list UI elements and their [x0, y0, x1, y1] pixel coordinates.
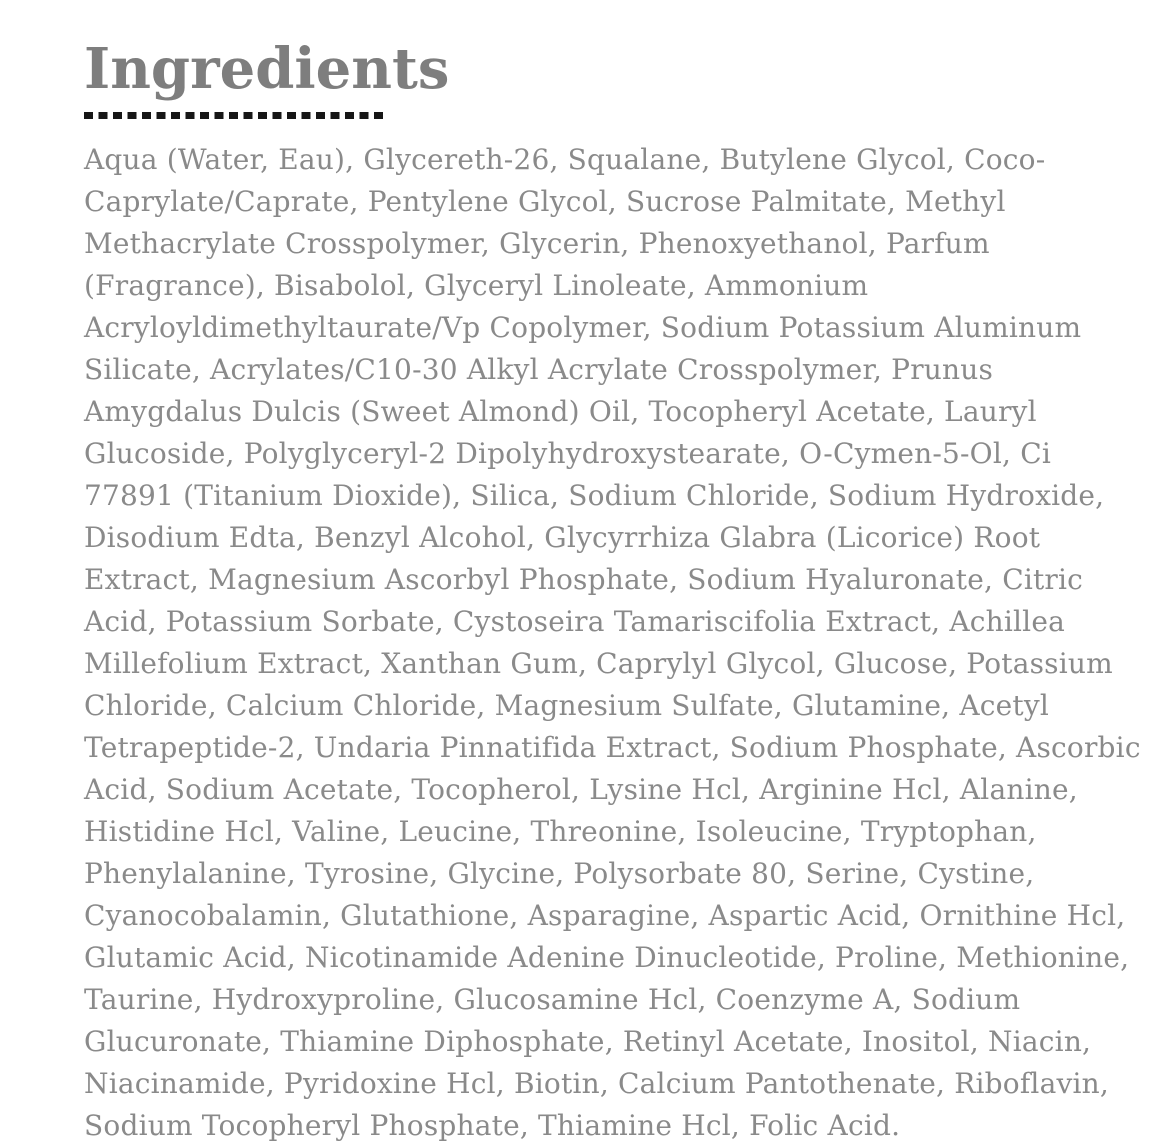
ingredients-line: Cyanocobalamin, Glutathione, Asparagine, Aspartic Acid, Ornithine Hcl, — [84, 899, 1126, 932]
ingredients-line: Histidine Hcl, Valine, Leucine, Threonine, Isoleucine, Tryptophan, — [84, 815, 1037, 848]
ingredients-line: Aqua (Water, Eau), Glycereth-26, Squalane, Butylene Glycol, Coco- — [84, 143, 1046, 176]
ingredients-line: Taurine, Hydroxyproline, Glucosamine Hcl, Coenzyme A, Sodium — [84, 983, 1021, 1016]
ingredients-line: Phenylalanine, Tyrosine, Glycine, Polysorbate 80, Serine, Cystine, — [84, 857, 1035, 890]
ingredients-line: (Fragrance), Bisabolol, Glyceryl Linoleate, Ammonium — [84, 269, 869, 302]
ingredients-line: Sodium Tocopheryl Phosphate, Thiamine Hcl, Folic Acid. — [84, 1109, 901, 1142]
ingredients-line: Caprylate/Caprate, Pentylene Glycol, Sucrose Palmitate, Methyl — [84, 185, 1006, 218]
ingredients-line: Niacinamide, Pyridoxine Hcl, Biotin, Calcium Pantothenate, Riboflavin, — [84, 1067, 1109, 1100]
ingredients-text — [84, 139, 1141, 1147]
ingredients-line: Disodium Edta, Benzyl Alcohol, Glycyrrhiza Glabra (Licorice) Root — [84, 521, 1041, 554]
ingredients-line: Acryloyldimethyltaurate/Vp Copolymer, Sodium Potassium Aluminum — [84, 311, 1082, 344]
dashed-divider — [84, 112, 387, 119]
ingredients-line: Amygdalus Dulcis (Sweet Almond) Oil, Tocopheryl Acetate, Lauryl — [84, 395, 1037, 428]
ingredients-line: Glucoside, Polyglyceryl-2 Dipolyhydroxystearate, O-Cymen-5-Ol, Ci — [84, 437, 1051, 470]
page-title: Ingredients — [84, 36, 450, 102]
ingredients-line: Methacrylate Crosspolymer, Glycerin, Phenoxyethanol, Parfum — [84, 227, 990, 260]
ingredients-line: Millefolium Extract, Xanthan Gum, Caprylyl Glycol, Glucose, Potassium — [84, 647, 1113, 680]
ingredients-line: Glucuronate, Thiamine Diphosphate, Retinyl Acetate, Inositol, Niacin, — [84, 1025, 1092, 1058]
ingredients-line: Chloride, Calcium Chloride, Magnesium Sulfate, Glutamine, Acetyl — [84, 689, 1050, 722]
ingredients-line: Tetrapeptide-2, Undaria Pinnatifida Extract, Sodium Phosphate, Ascorbic — [84, 731, 1141, 764]
ingredients-line: Silicate, Acrylates/C10-30 Alkyl Acrylate Crosspolymer, Prunus — [84, 353, 994, 386]
ingredients-line: Acid, Potassium Sorbate, Cystoseira Tamariscifolia Extract, Achillea — [84, 605, 1065, 638]
ingredients-line: 77891 (Titanium Dioxide), Silica, Sodium Chloride, Sodium Hydroxide, — [84, 479, 1105, 512]
ingredients-line: Acid, Sodium Acetate, Tocopherol, Lysine Hcl, Arginine Hcl, Alanine, — [84, 773, 1078, 806]
ingredients-line: Glutamic Acid, Nicotinamide Adenine Dinucleotide, Proline, Methionine, — [84, 941, 1130, 974]
ingredients-line: Extract, Magnesium Ascorbyl Phosphate, Sodium Hyaluronate, Citric — [84, 563, 1084, 596]
